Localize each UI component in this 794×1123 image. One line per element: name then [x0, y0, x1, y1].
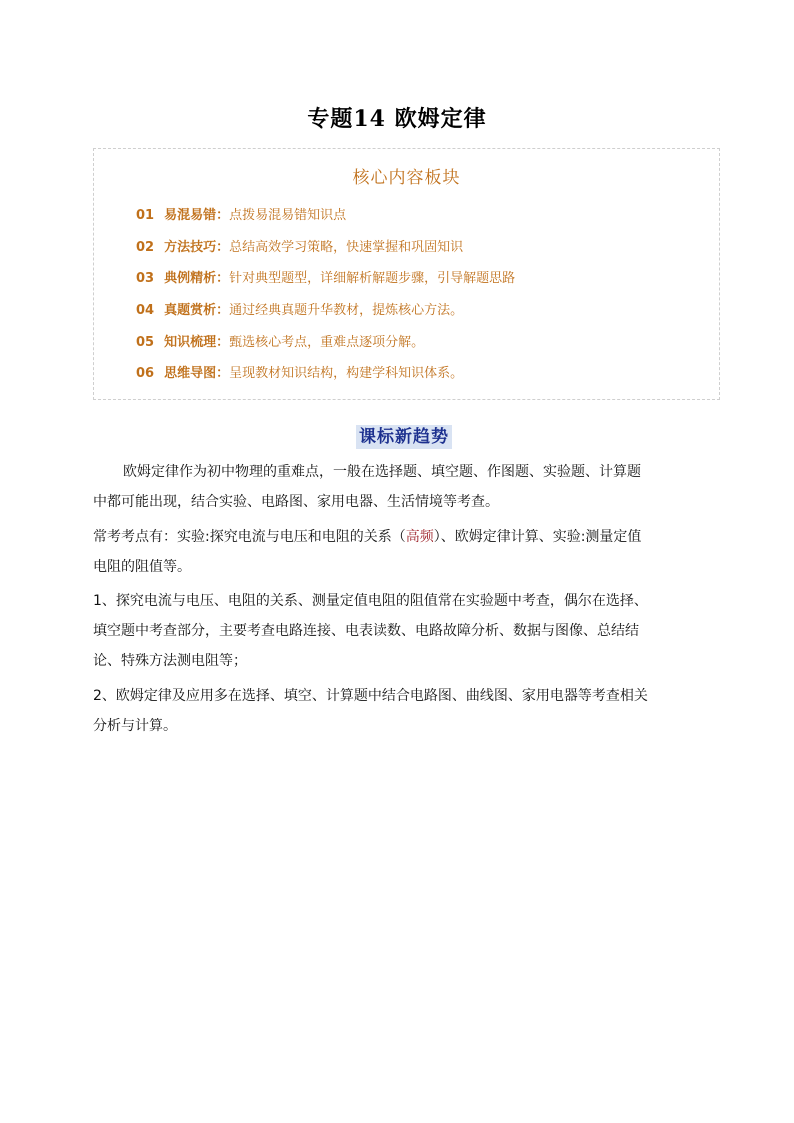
- core-item-label: 真题赏析：: [164, 303, 230, 318]
- core-item-number: 01: [136, 208, 155, 223]
- core-item-number: 02: [136, 240, 155, 255]
- core-item-05: [136, 331, 424, 350]
- paragraph-line: 电阻的阻值等。: [93, 559, 191, 575]
- paragraph-line: 中都可能出现，结合实验、电路图、家用电器、生活情境等考查。: [93, 494, 499, 510]
- core-item-04: [136, 299, 463, 318]
- core-item-desc: 通过经典真题升华教材，提炼核心方法。: [229, 303, 464, 318]
- paragraph-line: 2、欧姆定律及应用多在选择、填空、计算题中结合电路图、曲线图、家用电器等考查相关: [93, 688, 648, 704]
- core-item-number: 03: [136, 271, 155, 286]
- core-item-number: 06: [136, 366, 155, 381]
- core-item-number: 05: [136, 335, 155, 350]
- core-content-title: 核心内容板块: [352, 168, 461, 188]
- highlight-text: 高频: [405, 529, 434, 545]
- core-item-desc: 甄选核心考点，重难点逐项分解。: [229, 335, 425, 350]
- paragraph-line: 分析与计算。: [93, 718, 177, 734]
- core-item-01: [136, 204, 346, 223]
- paragraph-line: 1、探究电流与电压、电阻的关系、测量定值电阻的阻值常在实验题中考查，偶尔在选择、: [93, 593, 648, 609]
- core-item-desc: 针对典型题型，详细解析解题步骤，引导解题思路: [229, 271, 516, 286]
- section-heading-trend: 课标新趋势: [356, 425, 452, 449]
- paragraph-line: 论、特殊方法测电阻等；: [93, 653, 247, 669]
- core-item-label: 方法技巧：: [164, 240, 230, 255]
- core-item-06: [136, 362, 463, 381]
- core-item-desc: 呈现教材知识结构，构建学科知识体系。: [229, 366, 464, 381]
- core-item-label: 典例精析：: [164, 271, 230, 286]
- page-title: 专题14 欧姆定律: [307, 106, 487, 132]
- core-item-03: [136, 267, 515, 286]
- paragraph-line: 填空题中考查部分，主要考查电路连接、电表读数、电路故障分析、数据与图像、总结结: [93, 623, 639, 639]
- core-content-box: [93, 148, 720, 400]
- text-segment: ）、欧姆定律计算、实验:测量定值: [433, 529, 642, 545]
- paragraph-line: [93, 526, 733, 548]
- core-item-label: 易混易错：: [164, 208, 230, 223]
- core-item-label: 思维导图：: [164, 366, 230, 381]
- core-item-label: 知识梳理：: [164, 335, 230, 350]
- paragraph-line: 欧姆定律作为初中物理的重难点，一般在选择题、填空题、作图题、实验题、计算题: [123, 464, 641, 480]
- core-item-number: 04: [136, 303, 155, 318]
- core-item-desc: 总结高效学习策略，快速掌握和巩固知识: [229, 240, 464, 255]
- text-segment: 常考考点有：实验:探究电流与电压和电阻的关系（: [93, 529, 406, 545]
- core-item-desc: 点拨易混易错知识点: [229, 208, 347, 223]
- core-item-02: [136, 236, 463, 255]
